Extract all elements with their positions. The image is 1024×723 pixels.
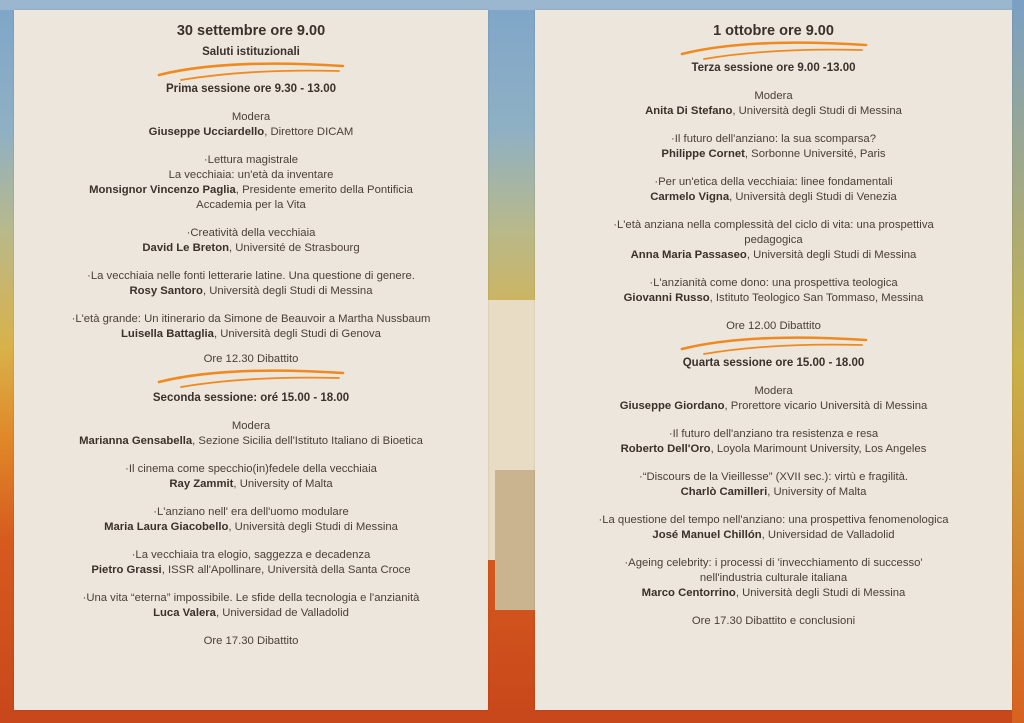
speaker-affiliation: , Università degli Studi di Genova xyxy=(213,328,381,340)
talk-item xyxy=(535,175,1012,205)
talk-title: ·Una vita “eterna” impossibile. Le sfide della tecnologia e l'anzianità xyxy=(82,592,420,604)
moderator-block xyxy=(535,384,1012,414)
moderator-label: Modera xyxy=(231,420,271,432)
speaker-name: Maria Laura Giacobello xyxy=(104,521,229,533)
talk-item xyxy=(535,427,1012,457)
speaker-affiliation: , Loyola Marimount University, Los Angeles xyxy=(710,443,927,455)
speaker-name: David Le Breton xyxy=(142,242,229,254)
speaker-affiliation: , Université de Strasbourg xyxy=(229,242,360,254)
talk-item xyxy=(535,556,1012,601)
session-title: Terza sessione ore 9.00 -13.00 xyxy=(691,62,856,74)
speaker-name: Philippe Cornet xyxy=(661,148,745,160)
session-title: Seconda sessione: oré 15.00 - 18.00 xyxy=(152,392,350,404)
speaker-name: Anna Maria Passaseo xyxy=(630,249,747,261)
moderator-block xyxy=(14,110,488,140)
speaker-affiliation: , ISSR all'Apollinare, Università della Santa Croce xyxy=(161,564,411,576)
swoosh-ornament xyxy=(674,39,874,61)
talk-item xyxy=(535,276,1012,306)
talk-item xyxy=(14,505,488,535)
swoosh-ornament xyxy=(151,60,351,82)
speaker-affiliation: , Universidad de Valladolid xyxy=(215,607,349,619)
talk-item xyxy=(14,226,488,256)
talk-item xyxy=(14,591,488,621)
speaker-name: Charlò Camilleri xyxy=(680,486,768,498)
talk-item xyxy=(14,462,488,492)
moderator-name: Marianna Gensabella xyxy=(79,435,193,447)
speaker-name: Ray Zammit xyxy=(169,478,234,490)
swoosh-ornament xyxy=(674,334,874,356)
speaker-affiliation: , Istituto Teologico San Tommaso, Messina xyxy=(709,292,924,304)
speaker-affiliation: , Università degli Studi di Messina xyxy=(746,249,917,261)
talk-item xyxy=(535,513,1012,543)
moderator-name: Giuseppe Ucciardello xyxy=(148,126,265,138)
talk-item xyxy=(535,470,1012,500)
talk-item xyxy=(14,153,488,213)
speaker-name: Monsignor Vincenzo Paglia xyxy=(89,184,236,196)
background-top-strip xyxy=(0,0,1024,10)
talk-item xyxy=(14,269,488,299)
speaker-affiliation: , Università degli Studi di Venezia xyxy=(729,191,897,203)
moderator-block xyxy=(14,419,488,449)
talk-title: ·La questione del tempo nell'anziano: una prospettiva fenomenologica xyxy=(598,514,949,526)
moderator-label: Modera xyxy=(754,90,793,102)
debate-time: Ore 17.30 Dibattito e conclusioni xyxy=(691,615,856,627)
speaker-affiliation: , University of Malta xyxy=(767,486,867,498)
speaker-affiliation: , Università degli Studi di Messina xyxy=(202,285,373,297)
talk-title: ·Creatività della vecchiaia xyxy=(186,227,316,239)
talk-title: ·L'età anziana nella complessità del ciclo di vita: una prospettiva xyxy=(613,219,934,231)
background-block-shadow xyxy=(495,470,540,610)
moderator-affiliation: , Università degli Studi di Messina xyxy=(732,105,902,117)
day-title: 30 settembre ore 9.00 xyxy=(176,23,326,39)
talk-title: ·“Discours de la Vieillesse” (XVII sec.): virtù e fragilità. xyxy=(638,471,909,483)
talk-item xyxy=(14,312,488,342)
moderator-affiliation: , Sezione Sicilia dell'Istituto Italiano di Bioetica xyxy=(192,435,423,447)
moderator-name: Giuseppe Giordano xyxy=(619,400,725,412)
moderator-block xyxy=(535,89,1012,119)
speaker-name: Carmelo Vigna xyxy=(650,191,730,203)
speaker-name: Giovanni Russo xyxy=(623,292,710,304)
background-right-edge xyxy=(1012,0,1024,723)
talk-title: ·L'anzianità come dono: una prospettiva teologica xyxy=(649,277,898,289)
speaker-affiliation: Accademia per la Vita xyxy=(196,199,306,211)
speaker-name: Pietro Grassi xyxy=(91,564,162,576)
speaker-affiliation: , Presidente emerito della Pontificia xyxy=(235,184,413,196)
session-title: Prima sessione ore 9.30 - 13.00 xyxy=(165,83,337,95)
talk-title: ·Per un'etica della vecchiaia: linee fondamentali xyxy=(654,176,893,188)
talk-title: ·Il futuro dell'anziano tra resistenza e resa xyxy=(668,428,879,440)
talk-item xyxy=(535,218,1012,263)
debate-time: Ore 17.30 Dibattito xyxy=(203,635,299,647)
moderator-label: Modera xyxy=(231,111,271,123)
talk-title: ·L'anziano nell' era dell'uomo modulare xyxy=(153,506,349,518)
talk-title: ·La vecchiaia tra elogio, saggezza e decadenza xyxy=(131,549,371,561)
talk-item xyxy=(535,132,1012,162)
speaker-name: Roberto Dell'Oro xyxy=(620,443,711,455)
talk-item xyxy=(14,548,488,578)
talk-title: La vecchiaia: un'età da inventare xyxy=(168,169,334,181)
speaker-name: Luca Valera xyxy=(153,607,216,619)
greeting-title: Saluti istituzionali xyxy=(202,46,300,58)
talk-title: ·Ageing celebrity: i processi di 'invecchiamento di successo' xyxy=(624,557,923,569)
program-day-2 xyxy=(535,10,1012,710)
moderator-affiliation: , Prorettore vicario Università di Messina xyxy=(724,400,928,412)
program-day-1 xyxy=(14,10,488,710)
speaker-name: Marco Centorrino xyxy=(641,587,736,599)
speaker-name: José Manuel Chillón xyxy=(652,529,762,541)
talk-title: pedagogica xyxy=(744,234,803,246)
session-title: Quarta sessione ore 15.00 - 18.00 xyxy=(682,357,865,369)
speaker-affiliation: , Universidad de Valladolid xyxy=(761,529,895,541)
moderator-affiliation: , Direttore DICAM xyxy=(264,126,354,138)
day-title: 1 ottobre ore 9.00 xyxy=(713,23,834,39)
talk-title: ·Il cinema come specchio(in)fedele della vecchiaia xyxy=(125,463,377,475)
debate-time: Ore 12.00 Dibattito xyxy=(726,320,821,332)
talk-title: ·L'età grande: Un itinerario da Simone de Beauvoir a Martha Nussbaum xyxy=(71,313,431,325)
swoosh-ornament xyxy=(151,367,351,389)
moderator-label: Modera xyxy=(754,385,793,397)
talk-title: ·Il futuro dell'anziano: la sua scomparsa? xyxy=(671,133,876,145)
speaker-affiliation: , Università degli Studi di Messina xyxy=(735,587,906,599)
speaker-affiliation: , University of Malta xyxy=(233,478,333,490)
talk-title: ·Lettura magistrale xyxy=(203,154,299,166)
speaker-affiliation: , Università degli Studi di Messina xyxy=(228,521,398,533)
moderator-name: Anita Di Stefano xyxy=(645,105,733,117)
speaker-affiliation: , Sorbonne Université, Paris xyxy=(744,148,886,160)
speaker-name: Rosy Santoro xyxy=(129,285,203,297)
talk-title: nell'industria culturale italiana xyxy=(699,572,848,584)
talk-title: ·La vecchiaia nelle fonti letterarie latine. Una questione di genere. xyxy=(87,270,415,282)
speaker-name: Luisella Battaglia xyxy=(121,328,214,340)
debate-time: Ore 12.30 Dibattito xyxy=(203,353,299,365)
